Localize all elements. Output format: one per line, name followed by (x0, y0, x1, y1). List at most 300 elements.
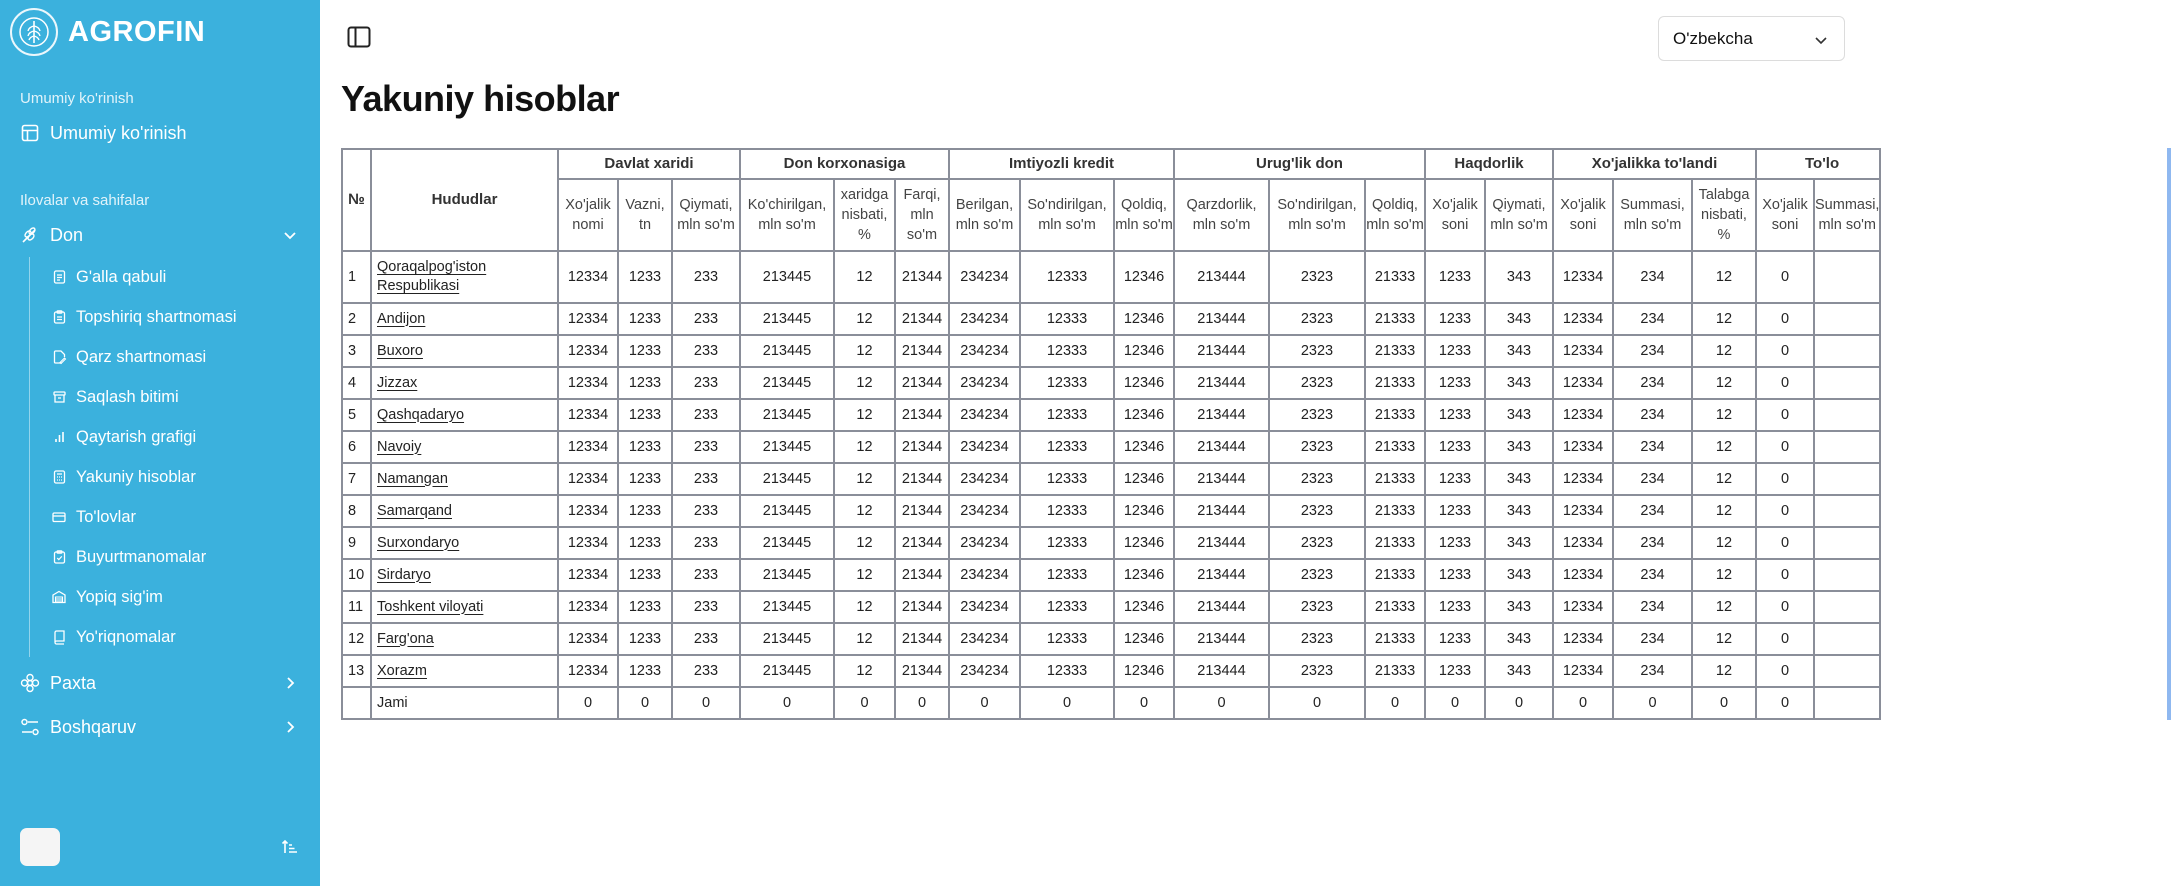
total-cell: 0 (558, 687, 618, 719)
region-link[interactable]: Samarqand (377, 502, 452, 519)
column-header: Farqi, mln so'm (895, 179, 949, 251)
table-cell: 12346 (1114, 367, 1174, 399)
chevron-down-icon (282, 227, 298, 243)
region-cell (371, 399, 558, 431)
column-group-header: To'lo (1756, 149, 1880, 179)
table-cell: 21344 (895, 335, 949, 367)
table-cell: 0 (1756, 463, 1814, 495)
column-header: Vazni, tn (618, 179, 672, 251)
sidebar-item-topshiriq-shartnomasi[interactable] (52, 297, 320, 337)
table-cell: 2323 (1269, 463, 1365, 495)
table-cell: 21344 (895, 623, 949, 655)
table-cell: 12 (834, 431, 895, 463)
table-cell: 2323 (1269, 495, 1365, 527)
table-cell: 12334 (1553, 623, 1613, 655)
layout-icon (20, 123, 40, 143)
sidebar-item-label: Qarz shartnomasi (76, 347, 207, 366)
sidebar-item-label: Topshiriq shartnomasi (76, 307, 237, 326)
table-cell: 234234 (949, 251, 1020, 303)
region-link[interactable]: Surxondaryo (377, 534, 460, 551)
table-row (342, 527, 1880, 559)
table-cell: 0 (1756, 303, 1814, 335)
table-cell: 12 (1692, 655, 1756, 687)
table-cell: 12333 (1020, 655, 1114, 687)
table-cell: 0 (1756, 559, 1814, 591)
table-cell: 12 (1692, 623, 1756, 655)
row-number: 11 (342, 591, 371, 623)
table-cell: 12333 (1020, 303, 1114, 335)
sidebar-item-yakuniy-hisoblar[interactable] (52, 457, 320, 497)
column-header: Qiymati, mln so'm (672, 179, 740, 251)
table-cell: 1233 (618, 559, 672, 591)
table-cell: 234234 (949, 367, 1020, 399)
don-submenu (29, 257, 320, 657)
table-cell: 234 (1613, 527, 1692, 559)
table-cell: 12 (1692, 399, 1756, 431)
table-cell: 2323 (1269, 591, 1365, 623)
region-link[interactable]: Toshkent viloyati (377, 598, 484, 615)
table-cell: 21333 (1365, 623, 1425, 655)
table-cell: 233 (672, 399, 740, 431)
table-cell: 21333 (1365, 399, 1425, 431)
total-cell: 0 (1269, 687, 1365, 719)
sidebar-item-label: Umumiy ko'rinish (50, 122, 187, 143)
row-number: 2 (342, 303, 371, 335)
column-header: Xo'jalik soni (1756, 179, 1814, 251)
table-cell: 12334 (558, 655, 618, 687)
table-cell: 213445 (740, 495, 834, 527)
table-cell: 343 (1485, 431, 1553, 463)
table-cell: 12 (1692, 495, 1756, 527)
table-cell: 1233 (618, 335, 672, 367)
table-cell: 234 (1613, 655, 1692, 687)
table-cell: 12 (834, 495, 895, 527)
region-link[interactable]: Qashqadaryo (377, 406, 465, 423)
sidebar-item-boshqaruv[interactable] (0, 705, 320, 749)
sidebar-footer (20, 828, 300, 866)
row-number: 9 (342, 527, 371, 559)
sidebar-item-don[interactable] (0, 213, 320, 257)
table-cell: 1233 (618, 655, 672, 687)
table-cell: 12 (1692, 559, 1756, 591)
table-cell: 234 (1613, 591, 1692, 623)
table-cell: 12333 (1020, 463, 1114, 495)
table-cell: 343 (1485, 251, 1553, 303)
table-cell: 12334 (558, 399, 618, 431)
table-cell: 233 (672, 495, 740, 527)
table-cell (1814, 591, 1880, 623)
table-cell: 12 (1692, 303, 1756, 335)
table-cell: 1233 (1425, 591, 1485, 623)
table-cell: 343 (1485, 527, 1553, 559)
main-content (320, 0, 1880, 886)
total-cell: 0 (834, 687, 895, 719)
table-cell: 234234 (949, 527, 1020, 559)
table-cell: 0 (1756, 591, 1814, 623)
sidebar-item-yopiq-sigim[interactable] (52, 577, 320, 617)
region-cell (371, 335, 558, 367)
table-cell: 1233 (1425, 559, 1485, 591)
table-cell: 213445 (740, 303, 834, 335)
table-cell: 213445 (740, 527, 834, 559)
table-cell: 213444 (1174, 303, 1269, 335)
table-cell: 234234 (949, 463, 1020, 495)
table-cell: 21344 (895, 251, 949, 303)
table-cell: 234234 (949, 591, 1020, 623)
calculator-icon (52, 470, 66, 484)
table-cell: 12 (834, 463, 895, 495)
total-row (342, 687, 1880, 719)
table-cell: 12334 (558, 495, 618, 527)
table-cell: 12334 (558, 367, 618, 399)
table-cell: 213444 (1174, 527, 1269, 559)
sidebar-item-tolovlar[interactable] (52, 497, 320, 537)
table-cell: 1233 (1425, 623, 1485, 655)
sidebar-item-overview[interactable] (0, 111, 320, 155)
report-table-container (341, 148, 2171, 720)
table-cell: 12334 (1553, 367, 1613, 399)
row-number: 4 (342, 367, 371, 399)
table-cell: 12 (834, 623, 895, 655)
table-cell: 12334 (1553, 399, 1613, 431)
table-cell: 233 (672, 527, 740, 559)
table-cell: 1233 (1425, 527, 1485, 559)
column-header: So'ndirilgan, mln so'm (1269, 179, 1365, 251)
table-cell: 1233 (618, 623, 672, 655)
table-cell: 12346 (1114, 251, 1174, 303)
overview-group-label: Umumiy ko'rinish (20, 90, 134, 107)
brand-name: AGROFIN (68, 15, 206, 48)
table-cell: 343 (1485, 303, 1553, 335)
brand[interactable] (0, 0, 320, 64)
sidebar-item-qarz-shartnomasi[interactable] (52, 337, 320, 377)
table-cell: 21344 (895, 367, 949, 399)
table-cell: 213444 (1174, 495, 1269, 527)
sliders-icon (20, 717, 40, 737)
table-cell: 1233 (618, 495, 672, 527)
column-group-header: Davlat xaridi (558, 149, 740, 179)
table-cell: 1233 (618, 399, 672, 431)
row-number: 12 (342, 623, 371, 655)
sidebar-item-qaytarish-grafigi[interactable] (52, 417, 320, 457)
row-number: 13 (342, 655, 371, 687)
table-cell: 213444 (1174, 591, 1269, 623)
table-cell: 213444 (1174, 463, 1269, 495)
region-cell (371, 527, 558, 559)
total-cell: 0 (1114, 687, 1174, 719)
document-icon (52, 270, 66, 284)
region-link[interactable]: Buxoro (377, 342, 423, 359)
table-cell: 1233 (618, 591, 672, 623)
archive-icon (52, 390, 66, 404)
table-cell: 12333 (1020, 431, 1114, 463)
sidebar-item-label: Boshqaruv (50, 716, 137, 737)
row-number: 1 (342, 251, 371, 303)
table-cell (1814, 399, 1880, 431)
table-cell: 213444 (1174, 559, 1269, 591)
total-number-cell (342, 687, 371, 719)
table-cell: 21333 (1365, 335, 1425, 367)
table-cell: 12 (1692, 463, 1756, 495)
chevron-right-icon (282, 719, 298, 735)
table-cell: 1233 (1425, 655, 1485, 687)
total-label: Jami (371, 687, 558, 719)
region-link[interactable]: Namangan (377, 470, 448, 487)
table-cell: 12334 (1553, 559, 1613, 591)
table-cell: 21344 (895, 431, 949, 463)
table-cell: 213444 (1174, 335, 1269, 367)
region-link[interactable]: Xorazm (377, 662, 427, 679)
table-cell: 233 (672, 335, 740, 367)
region-link[interactable]: Navoiy (377, 438, 422, 455)
column-header: Qoldiq, mln so'm (1114, 179, 1174, 251)
column-group-header: Imtiyozli kredit (949, 149, 1174, 179)
table-cell: 213445 (740, 559, 834, 591)
table-cell: 12334 (558, 335, 618, 367)
credit-card-icon (52, 510, 66, 524)
table-cell: 234 (1613, 559, 1692, 591)
table-cell: 12 (1692, 251, 1756, 303)
table-cell: 12346 (1114, 431, 1174, 463)
column-header: Berilgan, mln so'm (949, 179, 1020, 251)
column-header: Summasi, mln so'm (1814, 179, 1880, 251)
table-cell: 213445 (740, 251, 834, 303)
region-cell (371, 431, 558, 463)
table-cell: 233 (672, 251, 740, 303)
table-cell: 12334 (1553, 495, 1613, 527)
table-cell: 21333 (1365, 559, 1425, 591)
table-cell: 234234 (949, 303, 1020, 335)
table-cell: 12334 (1553, 655, 1613, 687)
collapse-sidebar-icon[interactable] (280, 837, 300, 857)
table-cell: 12334 (1553, 527, 1613, 559)
table-cell: 12333 (1020, 559, 1114, 591)
table-cell: 12333 (1020, 495, 1114, 527)
table-cell: 2323 (1269, 431, 1365, 463)
table-cell: 21344 (895, 559, 949, 591)
table-cell: 234234 (949, 399, 1020, 431)
table-cell: 21333 (1365, 303, 1425, 335)
row-number: 8 (342, 495, 371, 527)
table-cell: 12333 (1020, 591, 1114, 623)
table-cell: 234234 (949, 655, 1020, 687)
sidebar-item-label: Buyurtmanomalar (76, 547, 207, 566)
table-cell: 12346 (1114, 399, 1174, 431)
total-cell (1814, 687, 1880, 719)
table-cell: 0 (1756, 495, 1814, 527)
table-cell: 234234 (949, 559, 1020, 591)
table-cell (1814, 251, 1880, 303)
table-cell: 12333 (1020, 527, 1114, 559)
sidebar-item-label: Yopiq sig'im (76, 587, 163, 606)
row-number: 10 (342, 559, 371, 591)
table-cell: 2323 (1269, 623, 1365, 655)
table-cell (1814, 463, 1880, 495)
table-cell: 12334 (558, 303, 618, 335)
table-cell: 234 (1613, 367, 1692, 399)
sidebar-item-label: To'lovlar (76, 507, 137, 526)
column-group-header: Haqdorlik (1425, 149, 1553, 179)
region-cell (371, 303, 558, 335)
table-cell: 0 (1756, 655, 1814, 687)
column-group-header: Don korxonasiga (740, 149, 949, 179)
column-header: Talabga nisbati, % (1692, 179, 1756, 251)
table-row (342, 367, 1880, 399)
column-header: Ko'chirilgan, mln so'm (740, 179, 834, 251)
region-cell (371, 591, 558, 623)
region-link[interactable]: Andijon (377, 310, 426, 327)
total-cell: 0 (1692, 687, 1756, 719)
table-cell: 12334 (558, 527, 618, 559)
sidebar-item-saqlash-bitimi[interactable] (52, 377, 320, 417)
column-header: So'ndirilgan, mln so'm (1020, 179, 1114, 251)
table-cell: 1233 (1425, 463, 1485, 495)
total-cell: 0 (1613, 687, 1692, 719)
table-cell: 234 (1613, 335, 1692, 367)
table-cell: 12 (1692, 367, 1756, 399)
table-cell: 1233 (1425, 251, 1485, 303)
row-number: 6 (342, 431, 371, 463)
table-row (342, 251, 1880, 303)
wheat-icon (20, 225, 40, 245)
region-link[interactable]: Qoraqalpog'iston Respublikasi (377, 259, 487, 294)
table-cell: 213444 (1174, 431, 1269, 463)
table-cell: 12334 (558, 431, 618, 463)
table-cell: 21333 (1365, 463, 1425, 495)
table-cell: 0 (1756, 431, 1814, 463)
table-cell: 0 (1756, 527, 1814, 559)
table-cell: 12 (834, 251, 895, 303)
sidebar-item-label: Saqlash bitimi (76, 387, 179, 406)
table-cell: 21333 (1365, 251, 1425, 303)
region-cell (371, 559, 558, 591)
table-cell: 12334 (1553, 303, 1613, 335)
column-header: Qoldiq, mln so'm (1365, 179, 1425, 251)
sidebar-item-yoriqnomalar[interactable] (52, 617, 320, 657)
table-cell: 343 (1485, 335, 1553, 367)
table-cell: 12 (834, 399, 895, 431)
region-link[interactable]: Sirdaryo (377, 566, 431, 583)
table-cell: 233 (672, 655, 740, 687)
clipboard-icon (52, 310, 66, 324)
table-cell: 2323 (1269, 399, 1365, 431)
cotton-flower-icon (20, 673, 40, 693)
table-cell: 21344 (895, 495, 949, 527)
table-cell: 0 (1756, 335, 1814, 367)
table-cell (1814, 623, 1880, 655)
table-cell: 12334 (558, 591, 618, 623)
table-cell: 234 (1613, 623, 1692, 655)
table-cell: 213445 (740, 399, 834, 431)
sidebar-item-label: G'alla qabuli (76, 267, 167, 286)
table-cell: 12 (834, 527, 895, 559)
table-cell: 12333 (1020, 335, 1114, 367)
warehouse-icon (52, 590, 66, 604)
total-cell: 0 (1174, 687, 1269, 719)
table-cell: 213445 (740, 431, 834, 463)
sidebar-toggle-button[interactable] (346, 24, 372, 50)
table-cell: 234 (1613, 399, 1692, 431)
table-cell: 21333 (1365, 431, 1425, 463)
table-cell: 12 (834, 655, 895, 687)
sidebar-item-galla-qabuli[interactable] (52, 257, 320, 297)
table-cell: 12 (834, 591, 895, 623)
table-cell: 12 (834, 367, 895, 399)
region-link[interactable]: Farg'ona (377, 630, 434, 647)
bar-chart-icon (52, 430, 66, 444)
table-cell: 1233 (618, 251, 672, 303)
table-row (342, 623, 1880, 655)
chevron-down-icon (1814, 32, 1828, 46)
file-edit-icon (52, 350, 66, 364)
table-cell: 234 (1613, 303, 1692, 335)
table-cell: 2323 (1269, 559, 1365, 591)
sidebar-item-paxta[interactable] (0, 661, 320, 705)
table-cell: 0 (1756, 623, 1814, 655)
table-cell: 343 (1485, 495, 1553, 527)
table-cell: 12346 (1114, 303, 1174, 335)
table-cell: 234 (1613, 431, 1692, 463)
column-header: Qarzdorlik, mln so'm (1174, 179, 1269, 251)
table-cell: 12334 (1553, 335, 1613, 367)
sidebar-item-label: Yakuniy hisoblar (76, 467, 196, 486)
table-cell: 343 (1485, 623, 1553, 655)
table-cell: 12346 (1114, 623, 1174, 655)
table-cell: 343 (1485, 399, 1553, 431)
table-cell: 2323 (1269, 527, 1365, 559)
table-cell: 0 (1756, 251, 1814, 303)
table-cell: 1233 (618, 527, 672, 559)
table-cell: 12346 (1114, 655, 1174, 687)
language-select[interactable] (1658, 16, 1845, 61)
table-cell (1814, 431, 1880, 463)
region-cell (371, 495, 558, 527)
table-cell: 12346 (1114, 335, 1174, 367)
region-cell (371, 367, 558, 399)
table-cell: 1233 (1425, 335, 1485, 367)
table-cell: 234 (1613, 251, 1692, 303)
table-row (342, 335, 1880, 367)
column-header: Qiymati, mln so'm (1485, 179, 1553, 251)
table-row (342, 655, 1880, 687)
table-cell: 213444 (1174, 623, 1269, 655)
table-cell: 12 (1692, 335, 1756, 367)
avatar[interactable] (20, 828, 60, 866)
table-cell: 1233 (618, 431, 672, 463)
region-cell (371, 463, 558, 495)
region-link[interactable]: Jizzax (377, 374, 418, 391)
table-cell: 12346 (1114, 559, 1174, 591)
table-cell: 1233 (618, 303, 672, 335)
total-cell: 0 (1485, 687, 1553, 719)
table-cell: 21344 (895, 527, 949, 559)
table-cell: 233 (672, 623, 740, 655)
table-cell: 12346 (1114, 463, 1174, 495)
table-cell: 12 (834, 303, 895, 335)
sidebar-item-label: Don (50, 224, 84, 245)
table-cell: 1233 (1425, 399, 1485, 431)
region-cell (371, 655, 558, 687)
header-regions: Hududlar (371, 149, 558, 251)
table-cell (1814, 655, 1880, 687)
table-cell: 2323 (1269, 655, 1365, 687)
column-group-header: Urug'lik don (1174, 149, 1425, 179)
table-cell (1814, 367, 1880, 399)
total-cell: 0 (1020, 687, 1114, 719)
table-cell: 12333 (1020, 623, 1114, 655)
agrofin-logo-icon (10, 8, 58, 56)
sidebar-item-buyurtmanomalar[interactable] (52, 537, 320, 577)
